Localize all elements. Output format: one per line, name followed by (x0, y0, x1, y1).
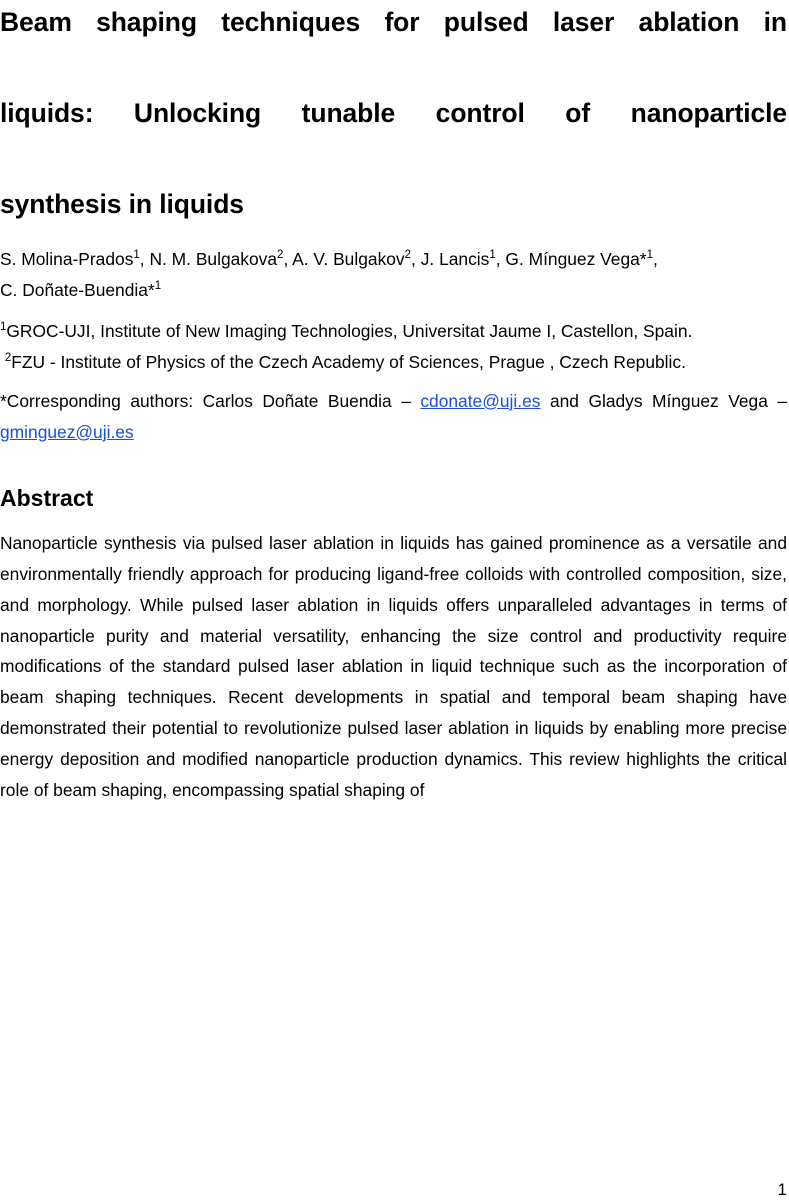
affiliation-2 (0, 347, 787, 378)
author-3: , A. V. Bulgakov (283, 248, 405, 269)
author-2: , N. M. Bulgakova (139, 248, 278, 269)
title-line-3: synthesis in liquids (0, 189, 244, 220)
affiliation-1-marker: 1 (0, 321, 7, 334)
author-6: C. Doñate-Buendia* (0, 279, 155, 300)
title-line-1: Beam shaping techniques for pulsed laser ablation in (0, 7, 787, 37)
author-1: S. Molina-Prados (0, 248, 134, 269)
author-list (0, 244, 787, 306)
corresponding-email-2-link[interactable]: gminguez@uji.es (0, 421, 134, 442)
author-5-affil-marker: 1 (646, 249, 653, 262)
corresponding-middle: and Gladys Mínguez Vega – (540, 390, 788, 411)
affiliation-2-text: FZU - Institute of Physics of the Czech Academy of Sciences, Prague , Czech Republic. (11, 351, 686, 372)
corresponding-prefix: *Corresponding authors: Carlos Doñate Buendia – (0, 390, 421, 411)
title-line-2: liquids: Unlocking tunable control of nanoparticle (0, 98, 787, 129)
corresponding-authors (0, 386, 787, 448)
author-4: , J. Lancis (411, 248, 490, 269)
page-number: 1 (777, 1180, 787, 1199)
author-5: , G. Mínguez Vega* (495, 248, 647, 269)
affiliation-1-text: GROC-UJI, Institute of New Imaging Technologies, Universitat Jaume I, Castellon, Spain. (6, 320, 693, 341)
author-2-affil-marker: 2 (277, 249, 284, 262)
author-4-affil-marker: 1 (489, 249, 496, 262)
abstract-paragraph: Nanoparticle synthesis via pulsed laser ablation in liquids has gained prominence as a versatile and environmentally friendly approach for producing ligand-free colloids with controlled composition, size, and morphology. While pulsed laser ablation in liquids offers unparalleled advantages in terms of nanoparticle purity and material versatility, enhancing the size control and productivity require modifications of the standard pulsed laser ablation in liquid technique such as the incorporation of beam shaping techniques. Recent developments in spatial and temporal beam shaping have demonstrated their potential to revolutionize pulsed laser ablation in liquids by enabling more precise energy deposition and modified nanoparticle production dynamics. This review highlights the critical role of beam shaping, encompassing spatial shaping of (0, 532, 787, 801)
affiliation-2-marker: 2 (4, 352, 12, 364)
page-title (0, 0, 787, 228)
affiliation-1 (0, 316, 787, 347)
corresponding-email-1-link[interactable]: cdonate@uji.es (420, 390, 541, 411)
abstract-heading: Abstract (0, 484, 94, 511)
author-separator: , (652, 248, 658, 269)
author-3-affil-marker: 2 (404, 249, 412, 262)
author-1-affil-marker: 1 (133, 249, 140, 262)
author-6-affil-marker: 1 (154, 280, 162, 293)
